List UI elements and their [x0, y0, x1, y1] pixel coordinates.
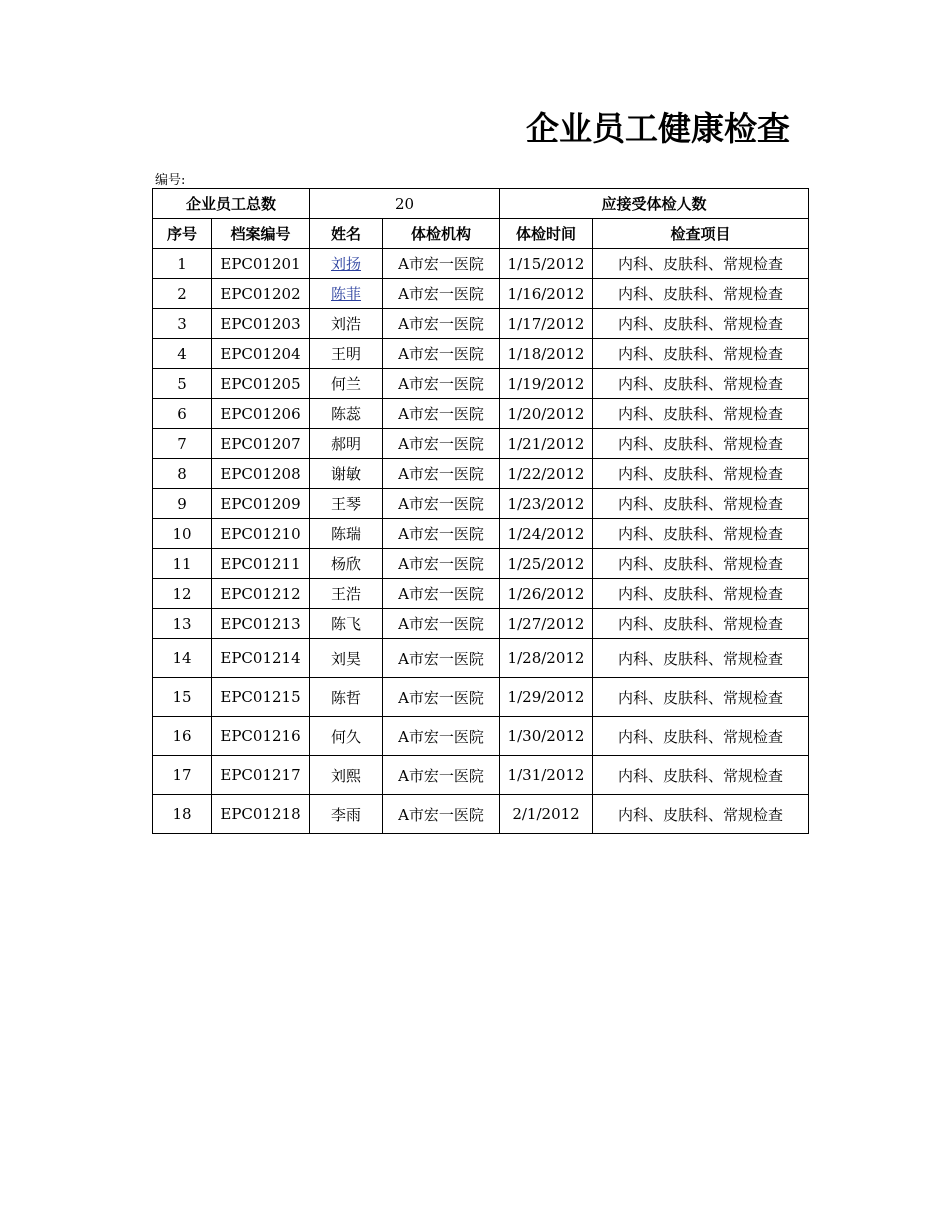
cell-items[interactable]: 内科、皮肤科、常规检查	[593, 609, 809, 639]
cell-items[interactable]: 内科、皮肤科、常规检查	[593, 756, 809, 795]
header-id[interactable]: 档案编号	[212, 219, 310, 249]
cell-id[interactable]: EPC01216	[212, 717, 310, 756]
cell-name[interactable]: 王浩	[310, 579, 383, 609]
cell-org[interactable]: A市宏一医院	[383, 459, 500, 489]
page-title: 企业员工健康检查	[526, 109, 790, 148]
cell-items[interactable]: 内科、皮肤科、常规检查	[593, 339, 809, 369]
cell-no[interactable]: 12	[153, 579, 212, 609]
cell-no[interactable]: 1	[153, 249, 212, 279]
cell-no[interactable]: 17	[153, 756, 212, 795]
cell-no[interactable]: 8	[153, 459, 212, 489]
cell-items[interactable]: 内科、皮肤科、常规检查	[593, 309, 809, 339]
number-label: 编号:	[155, 173, 186, 188]
cell-id[interactable]: EPC01203	[212, 309, 310, 339]
cell-name[interactable]: 王琴	[310, 489, 383, 519]
table-row	[153, 249, 809, 279]
cell-no[interactable]: 11	[153, 549, 212, 579]
cell-id[interactable]: EPC01204	[212, 339, 310, 369]
should-label-cell[interactable]: 应接受体检人数	[500, 189, 809, 219]
cell-id[interactable]: EPC01215	[212, 678, 310, 717]
cell-no[interactable]: 15	[153, 678, 212, 717]
cell-date[interactable]: 1/21/2012	[500, 429, 593, 459]
cell-date[interactable]: 1/17/2012	[500, 309, 593, 339]
cell-no[interactable]: 9	[153, 489, 212, 519]
cell-no[interactable]: 16	[153, 717, 212, 756]
cell-date[interactable]: 1/18/2012	[500, 339, 593, 369]
cell-name[interactable]: 王明	[310, 339, 383, 369]
cell-id[interactable]: EPC01212	[212, 579, 310, 609]
cell-date[interactable]: 1/15/2012	[500, 249, 593, 279]
cell-name[interactable]: 刘昊	[310, 639, 383, 678]
cell-id[interactable]: EPC01202	[212, 279, 310, 309]
cell-items[interactable]: 内科、皮肤科、常规检查	[593, 579, 809, 609]
cell-org[interactable]: A市宏一医院	[383, 519, 500, 549]
table-row	[153, 429, 809, 459]
cell-org[interactable]: A市宏一医院	[383, 639, 500, 678]
summary-row	[153, 189, 809, 219]
cell-items[interactable]: 内科、皮肤科、常规检查	[593, 678, 809, 717]
cell-date[interactable]: 1/23/2012	[500, 489, 593, 519]
cell-no[interactable]: 5	[153, 369, 212, 399]
header-org[interactable]: 体检机构	[383, 219, 500, 249]
cell-id[interactable]: EPC01217	[212, 756, 310, 795]
table-row	[153, 369, 809, 399]
cell-no[interactable]: 3	[153, 309, 212, 339]
table-row	[153, 399, 809, 429]
cell-name[interactable]: 刘浩	[310, 309, 383, 339]
health-check-table	[152, 188, 809, 834]
cell-no[interactable]: 2	[153, 279, 212, 309]
cell-name[interactable]: 何久	[310, 717, 383, 756]
cell-items[interactable]: 内科、皮肤科、常规检查	[593, 717, 809, 756]
table-row	[153, 339, 809, 369]
table-body	[153, 189, 809, 834]
total-label-cell[interactable]: 企业员工总数	[153, 189, 310, 219]
cell-date[interactable]: 1/31/2012	[500, 756, 593, 795]
cell-date[interactable]: 1/26/2012	[500, 579, 593, 609]
cell-org[interactable]: A市宏一医院	[383, 309, 500, 339]
cell-org[interactable]: A市宏一医院	[383, 399, 500, 429]
cell-items[interactable]: 内科、皮肤科、常规检查	[593, 549, 809, 579]
cell-org[interactable]: A市宏一医院	[383, 579, 500, 609]
cell-date[interactable]: 1/25/2012	[500, 549, 593, 579]
table-row	[153, 639, 809, 678]
cell-id[interactable]: EPC01208	[212, 459, 310, 489]
cell-items[interactable]: 内科、皮肤科、常规检查	[593, 489, 809, 519]
cell-name[interactable]: 刘熙	[310, 756, 383, 795]
cell-org[interactable]: A市宏一医院	[383, 429, 500, 459]
cell-id[interactable]: EPC01206	[212, 399, 310, 429]
cell-items[interactable]: 内科、皮肤科、常规检查	[593, 249, 809, 279]
cell-date[interactable]: 1/22/2012	[500, 459, 593, 489]
cell-items[interactable]: 内科、皮肤科、常规检查	[593, 279, 809, 309]
cell-org[interactable]: A市宏一医院	[383, 795, 500, 834]
cell-id[interactable]: EPC01214	[212, 639, 310, 678]
cell-org[interactable]: A市宏一医院	[383, 549, 500, 579]
cell-date[interactable]: 1/28/2012	[500, 639, 593, 678]
cell-no[interactable]: 4	[153, 339, 212, 369]
cell-items[interactable]: 内科、皮肤科、常规检查	[593, 399, 809, 429]
cell-no[interactable]: 10	[153, 519, 212, 549]
cell-date[interactable]: 1/27/2012	[500, 609, 593, 639]
cell-name[interactable]: 李雨	[310, 795, 383, 834]
cell-no[interactable]: 18	[153, 795, 212, 834]
cell-id[interactable]: EPC01205	[212, 369, 310, 399]
header-no[interactable]: 序号	[153, 219, 212, 249]
cell-date[interactable]: 2/1/2012	[500, 795, 593, 834]
cell-no[interactable]: 7	[153, 429, 212, 459]
cell-id[interactable]: EPC01209	[212, 489, 310, 519]
cell-org[interactable]: A市宏一医院	[383, 609, 500, 639]
cell-name[interactable]	[310, 249, 383, 279]
header-row	[153, 219, 809, 249]
cell-date[interactable]: 1/30/2012	[500, 717, 593, 756]
table-row	[153, 459, 809, 489]
table-row	[153, 756, 809, 795]
cell-date[interactable]: 1/29/2012	[500, 678, 593, 717]
cell-name[interactable]: 陈哲	[310, 678, 383, 717]
cell-no[interactable]: 6	[153, 399, 212, 429]
total-value-cell[interactable]: 20	[310, 189, 500, 219]
cell-no[interactable]: 13	[153, 609, 212, 639]
name-link[interactable]: 刘扬	[331, 255, 362, 273]
cell-items[interactable]: 内科、皮肤科、常规检查	[593, 795, 809, 834]
cell-date[interactable]: 1/20/2012	[500, 399, 593, 429]
header-date[interactable]: 体检时间	[500, 219, 593, 249]
cell-id[interactable]: EPC01207	[212, 429, 310, 459]
cell-org[interactable]: A市宏一医院	[383, 717, 500, 756]
name-link[interactable]: 陈菲	[331, 285, 362, 303]
table-row	[153, 579, 809, 609]
table-row	[153, 549, 809, 579]
cell-org[interactable]: A市宏一医院	[383, 489, 500, 519]
cell-org[interactable]: A市宏一医院	[383, 249, 500, 279]
table-row	[153, 717, 809, 756]
cell-org[interactable]: A市宏一医院	[383, 279, 500, 309]
cell-name[interactable]: 何兰	[310, 369, 383, 399]
cell-date[interactable]: 1/19/2012	[500, 369, 593, 399]
cell-name[interactable]: 陈瑞	[310, 519, 383, 549]
cell-name[interactable]: 陈蕊	[310, 399, 383, 429]
table-row	[153, 519, 809, 549]
cell-name[interactable]: 谢敏	[310, 459, 383, 489]
cell-org[interactable]: A市宏一医院	[383, 756, 500, 795]
cell-date[interactable]: 1/16/2012	[500, 279, 593, 309]
table-row	[153, 489, 809, 519]
cell-name[interactable]: 杨欣	[310, 549, 383, 579]
table-row	[153, 609, 809, 639]
table-row	[153, 279, 809, 309]
cell-id[interactable]: EPC01213	[212, 609, 310, 639]
cell-items[interactable]: 内科、皮肤科、常规检查	[593, 369, 809, 399]
cell-items[interactable]: 内科、皮肤科、常规检查	[593, 639, 809, 678]
header-items[interactable]: 检查项目	[593, 219, 809, 249]
cell-items[interactable]: 内科、皮肤科、常规检查	[593, 459, 809, 489]
cell-id[interactable]: EPC01210	[212, 519, 310, 549]
table-row	[153, 795, 809, 834]
cell-date[interactable]: 1/24/2012	[500, 519, 593, 549]
cell-id[interactable]: EPC01218	[212, 795, 310, 834]
cell-items[interactable]: 内科、皮肤科、常规检查	[593, 519, 809, 549]
cell-name[interactable]	[310, 279, 383, 309]
cell-items[interactable]: 内科、皮肤科、常规检查	[593, 429, 809, 459]
cell-id[interactable]: EPC01201	[212, 249, 310, 279]
cell-org[interactable]: A市宏一医院	[383, 339, 500, 369]
cell-name[interactable]: 郝明	[310, 429, 383, 459]
cell-no[interactable]: 14	[153, 639, 212, 678]
cell-id[interactable]: EPC01211	[212, 549, 310, 579]
cell-org[interactable]: A市宏一医院	[383, 369, 500, 399]
cell-org[interactable]: A市宏一医院	[383, 678, 500, 717]
header-name[interactable]: 姓名	[310, 219, 383, 249]
table-row	[153, 309, 809, 339]
table-row	[153, 678, 809, 717]
cell-name[interactable]: 陈飞	[310, 609, 383, 639]
